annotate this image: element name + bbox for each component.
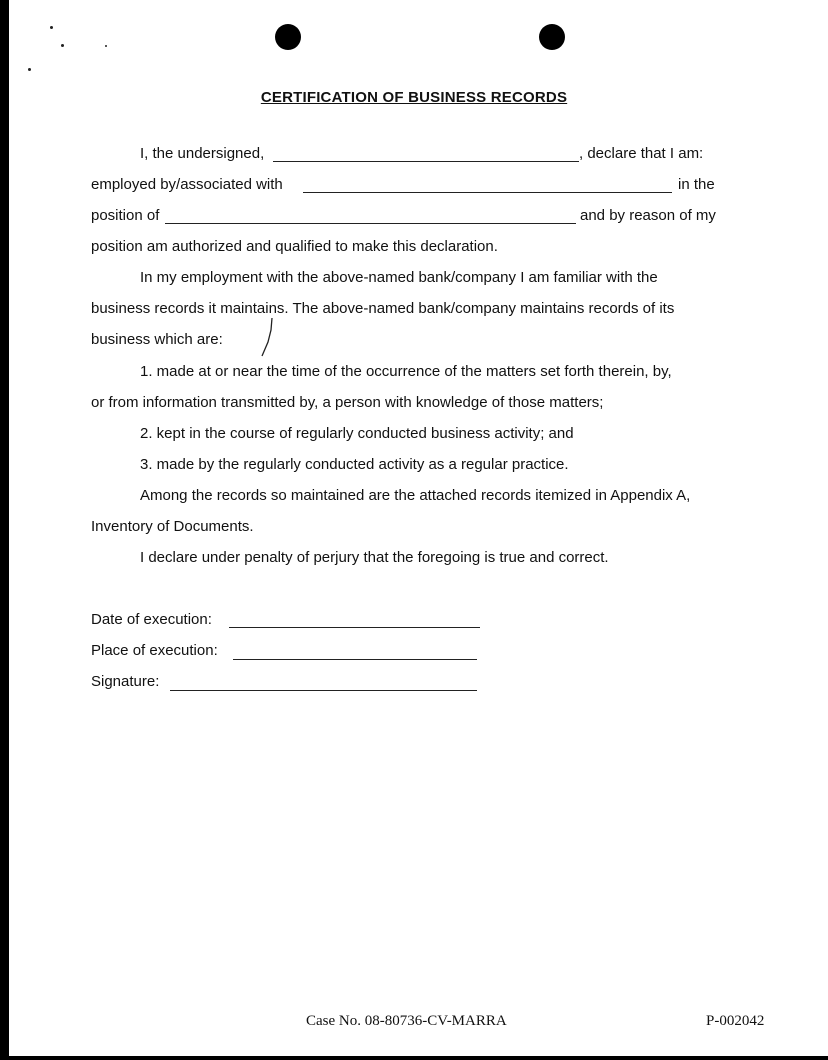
pen-mark-icon bbox=[256, 316, 276, 358]
paragraph-line: business records it maintains. The above-named bank/company maintains records of its bbox=[91, 300, 675, 317]
line-in-the-label: in the bbox=[678, 176, 715, 193]
list-item: 1. made at or near the time of the occurrence of the matters set forth therein, by, bbox=[140, 363, 672, 380]
scan-speck bbox=[28, 68, 31, 71]
scan-border-left bbox=[0, 0, 9, 1060]
line-undersigned-label: I, the undersigned, bbox=[140, 145, 265, 162]
scan-border-bottom bbox=[0, 1056, 828, 1060]
paragraph-line: Inventory of Documents. bbox=[91, 518, 254, 535]
scan-speck bbox=[50, 26, 53, 29]
page-id: P-002042 bbox=[706, 1013, 765, 1029]
line-declare-label: , declare that I am: bbox=[579, 145, 704, 162]
position-blank[interactable] bbox=[165, 223, 576, 224]
line-reason-label: and by reason of my bbox=[580, 207, 716, 224]
paragraph-line: or from information transmitted by, a person with knowledge of those matters; bbox=[91, 394, 604, 411]
signature-field[interactable] bbox=[170, 690, 477, 691]
case-number: Case No. 08-80736-CV-MARRA bbox=[306, 1013, 507, 1029]
line-employed-label: employed by/associated with bbox=[91, 176, 283, 193]
punch-hole-left bbox=[275, 24, 301, 50]
date-of-execution-field[interactable] bbox=[229, 627, 480, 628]
paragraph-line: business which are: bbox=[91, 331, 223, 348]
document-title: CERTIFICATION OF BUSINESS RECORDS bbox=[260, 89, 568, 106]
name-blank[interactable] bbox=[273, 161, 579, 162]
place-of-execution-label: Place of execution: bbox=[91, 642, 218, 659]
place-of-execution-field[interactable] bbox=[233, 659, 477, 660]
paragraph-line: Among the records so maintained are the attached records itemized in Appendix A, bbox=[140, 487, 691, 504]
paragraph-line: I declare under penalty of perjury that the foregoing is true and correct. bbox=[140, 549, 609, 566]
date-of-execution-label: Date of execution: bbox=[91, 611, 212, 628]
signature-label: Signature: bbox=[91, 673, 160, 690]
employer-blank[interactable] bbox=[303, 192, 672, 193]
scan-speck bbox=[105, 45, 107, 47]
punch-hole-right bbox=[539, 24, 565, 50]
list-item: 2. kept in the course of regularly conducted business activity; and bbox=[140, 425, 574, 442]
line-position-label: position of bbox=[91, 207, 160, 224]
paragraph-line: In my employment with the above-named bank/company I am familiar with the bbox=[140, 269, 658, 286]
list-item: 3. made by the regularly conducted activity as a regular practice. bbox=[140, 456, 569, 473]
scan-speck bbox=[61, 44, 64, 47]
paragraph-line: position am authorized and qualified to make this declaration. bbox=[91, 238, 498, 255]
